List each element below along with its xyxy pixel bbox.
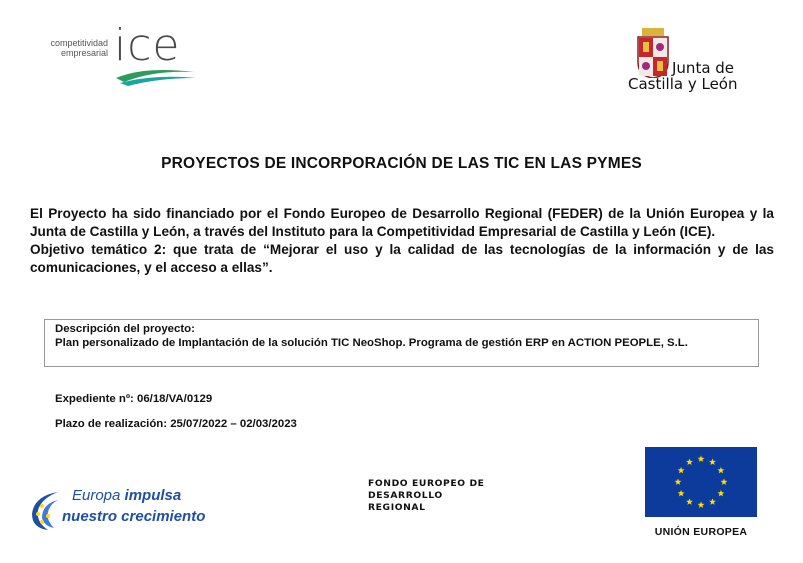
ice-tagline bbox=[28, 38, 108, 58]
eu-label: UNIÓN EUROPEA bbox=[654, 526, 748, 538]
junta-logo bbox=[622, 28, 762, 98]
ice-tagline-line1: competitividad bbox=[50, 38, 108, 48]
objective-paragraph: Objetivo temático 2: que trata de “Mejorar el uso y la calidad de las tecnologías de la información y de las comunicaciones, y el acceso a ellas”. bbox=[30, 242, 774, 275]
expediente-number: Expediente nº: 06/18/VA/0129 bbox=[55, 393, 213, 405]
europa-impulsa-line1 bbox=[72, 487, 181, 504]
description-text: Plan personalizado de Implantación de la solución TIC NeoShop. Programa de gestión ERP en ACTION PEOPLE, S.L. bbox=[55, 336, 688, 349]
description-label: Descripción del proyecto: bbox=[55, 323, 195, 335]
junta-line1: Junta de bbox=[672, 59, 735, 77]
ice-swoosh-icon bbox=[114, 66, 198, 86]
junta-line2: Castilla y León bbox=[628, 75, 738, 93]
page-title: PROYECTOS DE INCORPORACIÓN DE LAS TIC EN LAS PYMES bbox=[161, 155, 642, 172]
feder-label bbox=[368, 478, 485, 514]
eu-flag-icon bbox=[645, 447, 757, 517]
impulsa-word: impulsa bbox=[124, 487, 182, 504]
feder-line3: REGIONAL bbox=[368, 502, 426, 513]
ice-logo bbox=[28, 20, 198, 84]
execution-period: Plazo de realización: 25/07/2022 – 02/03/2023 bbox=[55, 418, 297, 430]
funding-text bbox=[30, 205, 774, 277]
europa-impulsa-line2: nuestro crecimiento bbox=[62, 508, 206, 525]
description-box bbox=[44, 319, 759, 367]
feder-line2: DESARROLLO bbox=[368, 490, 443, 501]
europa-word: Europa bbox=[72, 487, 121, 504]
feder-line1: FONDO EUROPEO DE bbox=[368, 478, 485, 489]
junta-name bbox=[628, 60, 737, 92]
funding-paragraph: El Proyecto ha sido financiado por el Fondo Europeo de Desarrollo Regional (FEDER) de la Unión Europea y la Junta de Castilla y León, a través del Instituto para la Competitividad Empresarial de Castilla y León (ICE). bbox=[30, 206, 774, 239]
ice-wordmark: ice bbox=[114, 20, 181, 71]
ice-tagline-line2: empresarial bbox=[60, 48, 108, 58]
europa-swirl-icon bbox=[28, 488, 64, 530]
europa-impulsa-logo bbox=[28, 484, 228, 534]
